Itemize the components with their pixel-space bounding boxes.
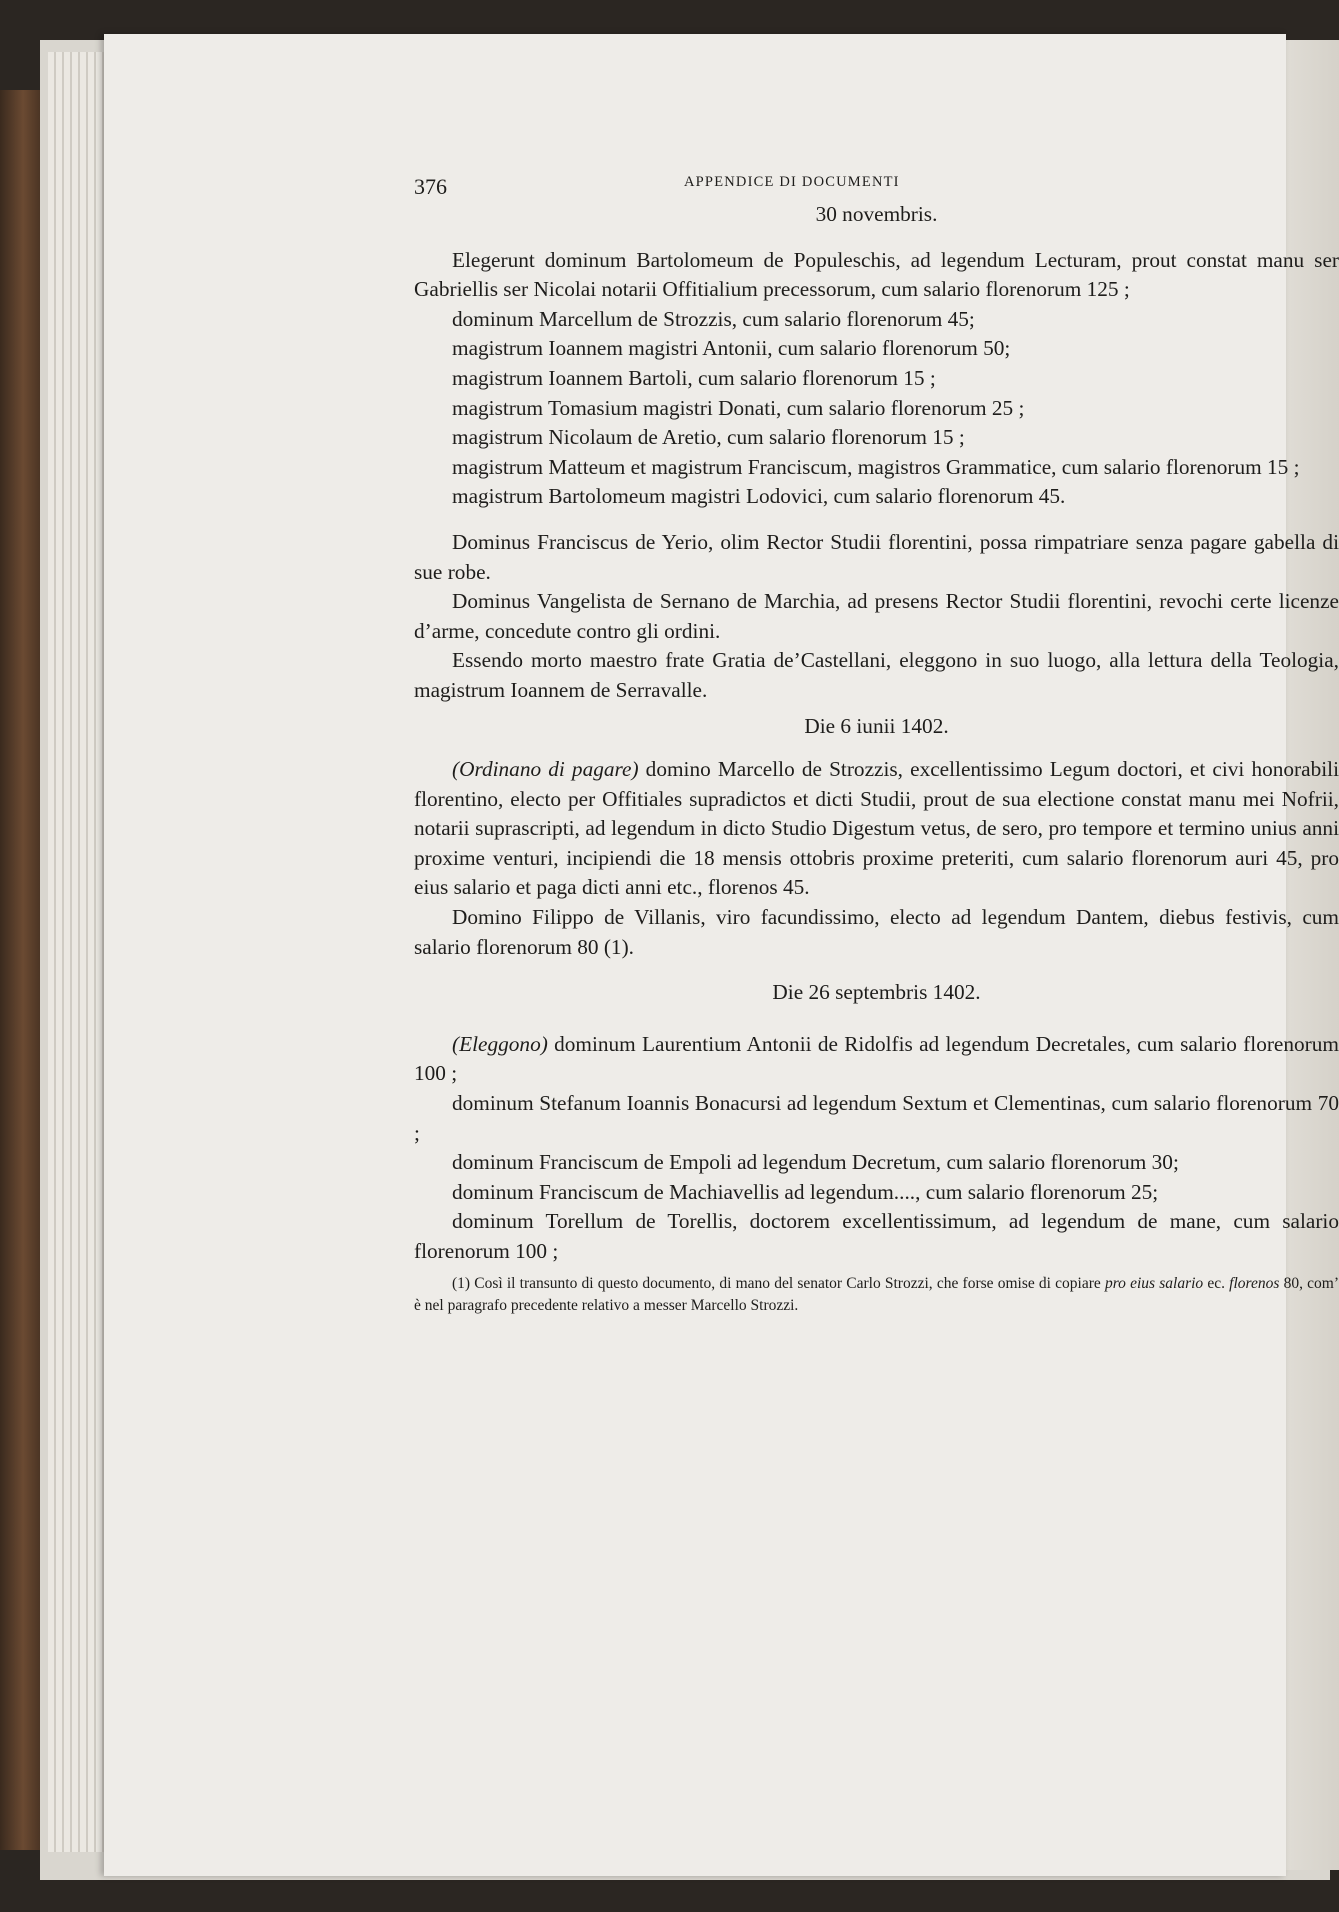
italic-text: (Ordinano di pagare) xyxy=(452,757,639,782)
list-item: magistrum Ioannem Bartoli, cum salario florenorum 15 ; xyxy=(452,365,936,390)
paragraph: Dominus Franciscus de Yerio, olim Rector Studii florentini, possa rimpatriare senza pagare gabella di sue robe. xyxy=(414,529,1339,584)
footnote-italic: pro eius salario xyxy=(1104,1274,1204,1292)
footnote-part: ec. xyxy=(1203,1274,1230,1292)
paragraph: Essendo morto maestro frate Gratia de’Castellani, eleggono in suo luogo, alla lettura della Teologia, magistrum Ioannem de Serravalle. xyxy=(414,648,1339,702)
italic-text: (Eleggono) xyxy=(452,1031,548,1056)
paragraph-text: dominum Laurentium Antonii de Ridolfis ad legendum Decretales, cum salario florenorum 100 ; xyxy=(414,1031,1339,1086)
section-date: Die 6 iunii 1402. xyxy=(804,713,949,738)
list-item: magistrum Matteum et magistrum Franciscum, magistros Grammatice, cum salario florenorum 15 ; xyxy=(452,454,1300,479)
paragraph: Elegerunt dominum Bartolomeum de Populeschis, ad legendum Lecturam, prout constat manu ser Gabriellis ser Nicolai notarii Offitialium precessorum, cum salario florenorum 125 ; xyxy=(414,247,1339,302)
footnote-text xyxy=(414,1273,1339,1317)
paragraph: Domino Filippo de Villanis, viro facundissimo, electo ad legendum Dantem, diebus festivis, cum salario florenorum 80 (1). xyxy=(414,905,1339,959)
list-item: magistrum Bartolomeum magistri Lodovici, cum salario florenorum 45. xyxy=(452,484,1066,509)
paragraph: dominum Stefanum Ioannis Bonacursi ad legendum Sextum et Clementinas, cum salario florenorum 70 ; xyxy=(414,1091,1339,1145)
footnote-part: (1) Così il transunto di questo documento, di mano del senator Carlo Strozzi, che forse omise di copiare xyxy=(452,1274,1105,1292)
list-item: dominum Marcellum de Strozzis, cum salario florenorum 45; xyxy=(452,306,975,331)
list-item: magistrum Ioannem magistri Antonii, cum salario florenorum 50; xyxy=(452,336,1011,361)
list-item: magistrum Tomasium magistri Donati, cum salario florenorum 25 ; xyxy=(452,395,1025,420)
paragraph xyxy=(414,1030,1339,1089)
footnote xyxy=(414,1273,1339,1317)
paragraph: dominum Franciscum de Machiavellis ad legendum...., cum salario florenorum 25; xyxy=(452,1179,1159,1204)
page-number: 376 xyxy=(414,174,447,199)
section-date: 30 novembris. xyxy=(815,202,938,226)
running-title: APPENDICE DI DOCUMENTI xyxy=(684,174,900,190)
footnote-italic: florenos xyxy=(1229,1274,1280,1292)
paragraph: dominum Franciscum de Empoli ad legendum Decretum, cum salario florenorum 30; xyxy=(452,1150,1179,1175)
footnote-part: 80, com’ è nel paragrafo precedente relativo a messer Marcello Strozzi. xyxy=(414,1274,1339,1314)
book-page xyxy=(104,34,1339,1876)
page-content xyxy=(414,164,1339,1317)
paragraph xyxy=(414,755,1339,903)
page-header xyxy=(414,164,1339,200)
paragraph: Dominus Vangelista de Sernano de Marchia, ad presens Rector Studii florentini, revochi certe licenze d’arme, concedute contro gli ordini. xyxy=(414,589,1339,643)
section-date: Die 26 septembris 1402. xyxy=(772,980,981,1005)
list-item: magistrum Nicolaum de Aretio, cum salario florenorum 15 ; xyxy=(452,425,965,450)
paragraph-text: domino Marcello de Strozzis, excellentissimo Legum doctori, et civi honorabili florentino, electo per Offitiales supradictos et dicti Studii, prout de sua electione constat manu mei Nofrii, notarii suprascripti, ad legendum in dicto Studio Digestum vetus, de sero, pro tempore et termino unius anni proxime venturi, incipiendi die 18 mensis ottobris proxime preteriti, cum salario florenorum auri 45, pro eius salario et paga dicti anni etc., florenos 45. xyxy=(414,757,1339,900)
paragraph: dominum Torellum de Torellis, doctorem excellentissimum, ad legendum de mane, cum salario florenorum 100 ; xyxy=(414,1209,1339,1263)
